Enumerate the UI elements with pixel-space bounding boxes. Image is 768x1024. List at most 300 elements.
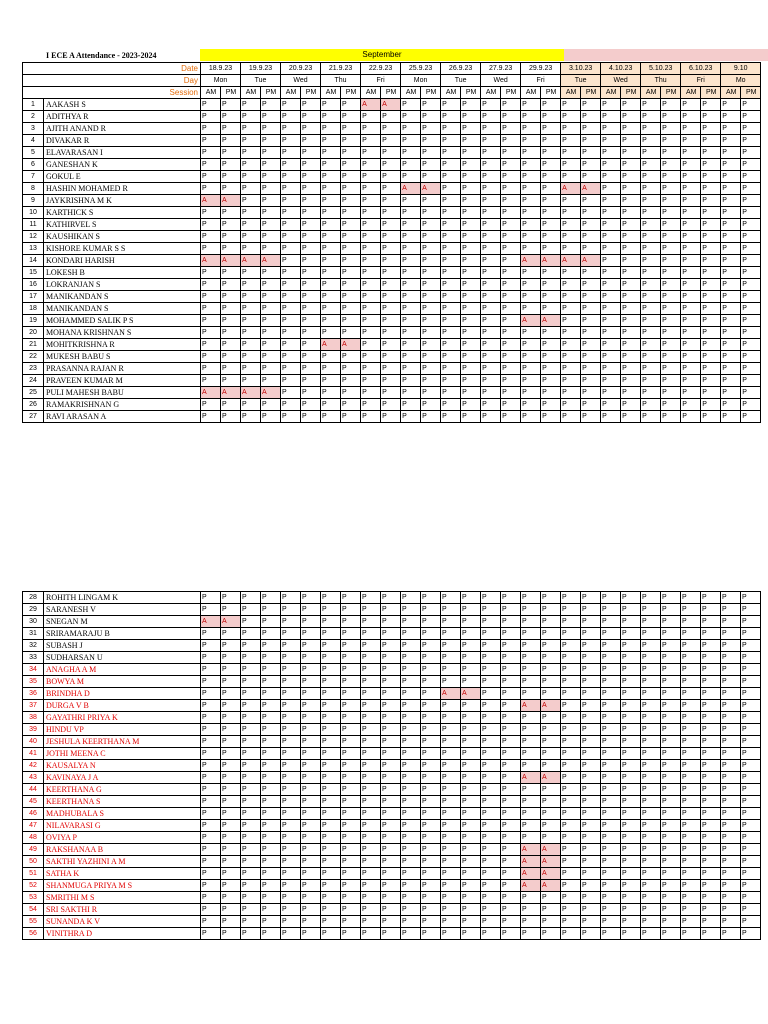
present-mark: P [301, 279, 321, 291]
present-mark: P [561, 736, 581, 748]
present-mark: P [561, 772, 581, 784]
present-mark: P [221, 652, 241, 664]
student-row [23, 267, 761, 279]
present-mark: P [541, 652, 561, 664]
present-mark: P [541, 387, 561, 399]
present-mark: P [321, 291, 341, 303]
present-mark: P [701, 880, 721, 892]
present-mark: P [441, 303, 461, 315]
present-mark: P [321, 640, 341, 652]
present-mark: P [321, 159, 341, 171]
present-mark: P [361, 760, 381, 772]
present-mark: P [221, 736, 241, 748]
day-header: Mon [401, 75, 441, 87]
present-mark: P [661, 904, 681, 916]
present-mark: P [341, 171, 361, 183]
present-mark: P [381, 219, 401, 231]
present-mark: P [201, 111, 221, 123]
present-mark: P [601, 303, 621, 315]
student-name: MOHAMMED SALIK P S [44, 315, 201, 327]
present-mark: P [261, 784, 281, 796]
present-mark: P [341, 892, 361, 904]
session-header: PM [541, 87, 561, 99]
present-mark: P [461, 616, 481, 628]
serial-number: 39 [23, 724, 44, 736]
present-mark: P [341, 183, 361, 195]
present-mark: P [381, 351, 401, 363]
present-mark: P [701, 736, 721, 748]
present-mark: P [301, 291, 321, 303]
present-mark: P [661, 832, 681, 844]
present-mark: P [401, 892, 421, 904]
present-mark: P [521, 592, 541, 604]
present-mark: P [381, 760, 401, 772]
present-mark: P [561, 628, 581, 640]
present-mark: P [321, 315, 341, 327]
present-mark: P [361, 279, 381, 291]
present-mark: P [441, 832, 461, 844]
serial-number: 50 [23, 856, 44, 868]
present-mark: P [541, 303, 561, 315]
serial-number: 18 [23, 303, 44, 315]
student-row [23, 207, 761, 219]
present-mark: P [701, 339, 721, 351]
present-mark: P [541, 832, 561, 844]
present-mark: P [421, 856, 441, 868]
present-mark: P [421, 772, 441, 784]
student-name: SARANESH V [44, 604, 201, 616]
present-mark: P [361, 688, 381, 700]
day-header: Fri [361, 75, 401, 87]
present-mark: P [301, 832, 321, 844]
present-mark: P [581, 243, 601, 255]
present-mark: P [381, 592, 401, 604]
present-mark: P [681, 267, 701, 279]
present-mark: P [381, 207, 401, 219]
present-mark: P [321, 243, 341, 255]
serial-number: 15 [23, 267, 44, 279]
present-mark: P [741, 784, 761, 796]
present-mark: P [301, 171, 321, 183]
present-mark: P [581, 375, 601, 387]
serial-number: 6 [23, 159, 44, 171]
present-mark: P [301, 844, 321, 856]
present-mark: P [741, 207, 761, 219]
present-mark: P [361, 880, 381, 892]
present-mark: P [621, 640, 641, 652]
present-mark: P [241, 291, 261, 303]
present-mark: P [361, 616, 381, 628]
present-mark: P [241, 760, 261, 772]
present-mark: P [221, 159, 241, 171]
serial-number: 22 [23, 351, 44, 363]
present-mark: P [461, 351, 481, 363]
present-mark: P [701, 387, 721, 399]
present-mark: P [461, 375, 481, 387]
present-mark: P [521, 267, 541, 279]
present-mark: P [661, 279, 681, 291]
present-mark: P [581, 880, 601, 892]
present-mark: P [641, 315, 661, 327]
date-header: 3.10.23 [561, 63, 601, 75]
present-mark: P [661, 99, 681, 111]
present-mark: P [441, 243, 461, 255]
present-mark: P [541, 904, 561, 916]
present-mark: P [221, 604, 241, 616]
present-mark: P [581, 820, 601, 832]
date-header: 4.10.23 [601, 63, 641, 75]
present-mark: P [201, 724, 221, 736]
present-mark: P [641, 255, 661, 267]
present-mark: P [601, 700, 621, 712]
present-mark: P [661, 243, 681, 255]
present-mark: P [721, 700, 741, 712]
student-row [23, 195, 761, 207]
present-mark: P [221, 640, 241, 652]
present-mark: P [201, 880, 221, 892]
present-mark: P [701, 315, 721, 327]
present-mark: P [681, 327, 701, 339]
present-mark: P [341, 604, 361, 616]
present-mark: P [241, 267, 261, 279]
present-mark: P [381, 880, 401, 892]
present-mark: P [641, 928, 661, 940]
present-mark: P [561, 676, 581, 688]
student-name: KAUSHIKAN S [44, 231, 201, 243]
present-mark: P [681, 231, 701, 243]
present-mark: P [281, 676, 301, 688]
present-mark: P [721, 411, 741, 423]
present-mark: P [501, 363, 521, 375]
present-mark: P [381, 820, 401, 832]
date-header: 29.9.23 [521, 63, 561, 75]
present-mark: P [301, 688, 321, 700]
present-mark: P [361, 147, 381, 159]
present-mark: P [421, 880, 441, 892]
present-mark: P [501, 375, 521, 387]
present-mark: P [741, 616, 761, 628]
student-name: MANIKANDAN S [44, 291, 201, 303]
present-mark: P [321, 928, 341, 940]
day-header: Wed [281, 75, 321, 87]
present-mark: P [201, 856, 221, 868]
student-row [23, 628, 761, 640]
present-mark: P [581, 724, 601, 736]
present-mark: P [361, 640, 381, 652]
present-mark: P [301, 399, 321, 411]
present-mark: P [681, 159, 701, 171]
present-mark: P [381, 171, 401, 183]
present-mark: P [501, 916, 521, 928]
day-header: Mon [201, 75, 241, 87]
attendance-table-top [22, 62, 761, 423]
day-row-label: Day [23, 75, 201, 87]
absent-mark: A [521, 255, 541, 267]
present-mark: P [281, 772, 301, 784]
present-mark: P [701, 700, 721, 712]
session-header: PM [461, 87, 481, 99]
present-mark: P [461, 724, 481, 736]
present-mark: P [681, 315, 701, 327]
present-mark: P [681, 219, 701, 231]
present-mark: P [241, 231, 261, 243]
present-mark: P [701, 748, 721, 760]
present-mark: P [241, 664, 261, 676]
present-mark: P [601, 351, 621, 363]
student-name: DIVAKAR R [44, 135, 201, 147]
present-mark: P [541, 171, 561, 183]
present-mark: P [341, 712, 361, 724]
absent-mark: A [241, 387, 261, 399]
present-mark: P [701, 784, 721, 796]
present-mark: P [341, 411, 361, 423]
present-mark: P [441, 904, 461, 916]
present-mark: P [401, 315, 421, 327]
student-row [23, 928, 761, 940]
present-mark: P [561, 640, 581, 652]
present-mark: P [681, 664, 701, 676]
present-mark: P [501, 628, 521, 640]
present-mark: P [501, 856, 521, 868]
present-mark: P [461, 628, 481, 640]
present-mark: P [601, 399, 621, 411]
present-mark: P [621, 195, 641, 207]
present-mark: P [301, 736, 321, 748]
session-header: PM [261, 87, 281, 99]
present-mark: P [601, 171, 621, 183]
present-mark: P [441, 868, 461, 880]
date-header: 20.9.23 [281, 63, 321, 75]
present-mark: P [541, 411, 561, 423]
present-mark: P [461, 411, 481, 423]
session-header: PM [701, 87, 721, 99]
present-mark: P [501, 604, 521, 616]
present-mark: P [701, 267, 721, 279]
present-mark: P [361, 772, 381, 784]
present-mark: P [201, 219, 221, 231]
present-mark: P [201, 844, 221, 856]
present-mark: P [301, 351, 321, 363]
present-mark: P [361, 916, 381, 928]
month-band-october [564, 49, 768, 61]
student-row [23, 592, 761, 604]
present-mark: P [521, 628, 541, 640]
present-mark: P [681, 928, 701, 940]
present-mark: P [501, 616, 521, 628]
present-mark: P [361, 904, 381, 916]
present-mark: P [341, 279, 361, 291]
present-mark: P [741, 640, 761, 652]
present-mark: P [581, 123, 601, 135]
present-mark: P [641, 844, 661, 856]
present-mark: P [501, 399, 521, 411]
present-mark: P [361, 832, 381, 844]
present-mark: P [481, 712, 501, 724]
present-mark: P [621, 808, 641, 820]
present-mark: P [661, 171, 681, 183]
date-header: 9.10 [721, 63, 761, 75]
present-mark: P [281, 375, 301, 387]
present-mark: P [461, 219, 481, 231]
present-mark: P [261, 315, 281, 327]
session-header: PM [621, 87, 641, 99]
serial-number: 51 [23, 868, 44, 880]
present-mark: P [361, 820, 381, 832]
present-mark: P [361, 892, 381, 904]
present-mark: P [481, 880, 501, 892]
present-mark: P [361, 712, 381, 724]
present-mark: P [301, 676, 321, 688]
present-mark: P [581, 664, 601, 676]
present-mark: P [721, 688, 741, 700]
serial-number: 16 [23, 279, 44, 291]
present-mark: P [601, 123, 621, 135]
present-mark: P [501, 195, 521, 207]
present-mark: P [481, 892, 501, 904]
present-mark: P [481, 700, 501, 712]
present-mark: P [621, 411, 641, 423]
day-header: Thu [321, 75, 361, 87]
present-mark: P [621, 387, 641, 399]
present-mark: P [301, 700, 321, 712]
present-mark: P [461, 195, 481, 207]
present-mark: P [201, 808, 221, 820]
serial-number: 7 [23, 171, 44, 183]
present-mark: P [681, 183, 701, 195]
absent-mark: A [581, 183, 601, 195]
present-mark: P [321, 303, 341, 315]
absent-mark: A [401, 183, 421, 195]
present-mark: P [601, 664, 621, 676]
present-mark: P [581, 928, 601, 940]
present-mark: P [241, 628, 261, 640]
present-mark: P [441, 387, 461, 399]
present-mark: P [521, 640, 541, 652]
present-mark: P [401, 387, 421, 399]
present-mark: P [521, 676, 541, 688]
present-mark: P [261, 604, 281, 616]
present-mark: P [361, 255, 381, 267]
present-mark: P [601, 99, 621, 111]
present-mark: P [621, 267, 641, 279]
present-mark: P [581, 339, 601, 351]
present-mark: P [721, 652, 741, 664]
present-mark: P [241, 784, 261, 796]
present-mark: P [501, 772, 521, 784]
present-mark: P [661, 616, 681, 628]
present-mark: P [421, 832, 441, 844]
student-name: SATHA K [44, 868, 201, 880]
present-mark: P [621, 868, 641, 880]
present-mark: P [441, 820, 461, 832]
present-mark: P [441, 712, 461, 724]
present-mark: P [441, 892, 461, 904]
present-mark: P [261, 219, 281, 231]
present-mark: P [561, 411, 581, 423]
present-mark: P [301, 592, 321, 604]
present-mark: P [361, 171, 381, 183]
student-row [23, 123, 761, 135]
present-mark: P [421, 135, 441, 147]
present-mark: P [401, 267, 421, 279]
present-mark: P [281, 904, 301, 916]
present-mark: P [741, 399, 761, 411]
present-mark: P [701, 832, 721, 844]
student-row [23, 339, 761, 351]
present-mark: P [701, 664, 721, 676]
present-mark: P [741, 183, 761, 195]
student-row [23, 748, 761, 760]
present-mark: P [721, 664, 741, 676]
present-mark: P [461, 183, 481, 195]
present-mark: P [301, 772, 321, 784]
present-mark: P [601, 207, 621, 219]
present-mark: P [621, 784, 641, 796]
day-header: Tue [241, 75, 281, 87]
present-mark: P [261, 267, 281, 279]
present-mark: P [361, 796, 381, 808]
present-mark: P [221, 724, 241, 736]
present-mark: P [301, 892, 321, 904]
present-mark: P [321, 832, 341, 844]
present-mark: P [601, 676, 621, 688]
present-mark: P [401, 279, 421, 291]
present-mark: P [721, 856, 741, 868]
present-mark: P [461, 339, 481, 351]
present-mark: P [581, 652, 601, 664]
present-mark: P [641, 363, 661, 375]
present-mark: P [561, 868, 581, 880]
present-mark: P [581, 327, 601, 339]
present-mark: P [201, 207, 221, 219]
present-mark: P [501, 255, 521, 267]
serial-number: 27 [23, 411, 44, 423]
sheet-title: I ECE A Attendance - 2023-2024 [46, 51, 157, 60]
present-mark: P [381, 411, 401, 423]
present-mark: P [241, 327, 261, 339]
present-mark: P [621, 664, 641, 676]
present-mark: P [481, 676, 501, 688]
present-mark: P [681, 892, 701, 904]
present-mark: P [661, 267, 681, 279]
present-mark: P [421, 267, 441, 279]
present-mark: P [321, 195, 341, 207]
present-mark: P [241, 808, 261, 820]
present-mark: P [721, 207, 741, 219]
present-mark: P [401, 411, 421, 423]
present-mark: P [261, 399, 281, 411]
present-mark: P [301, 604, 321, 616]
present-mark: P [341, 700, 361, 712]
present-mark: P [221, 700, 241, 712]
present-mark: P [521, 99, 541, 111]
present-mark: P [661, 315, 681, 327]
present-mark: P [421, 195, 441, 207]
present-mark: P [461, 640, 481, 652]
present-mark: P [241, 796, 261, 808]
present-mark: P [261, 808, 281, 820]
present-mark: P [441, 748, 461, 760]
present-mark: P [581, 207, 601, 219]
present-mark: P [621, 712, 641, 724]
present-mark: P [621, 892, 641, 904]
present-mark: P [521, 387, 541, 399]
present-mark: P [721, 628, 741, 640]
present-mark: P [681, 760, 701, 772]
present-mark: P [741, 123, 761, 135]
present-mark: P [721, 592, 741, 604]
present-mark: P [281, 748, 301, 760]
